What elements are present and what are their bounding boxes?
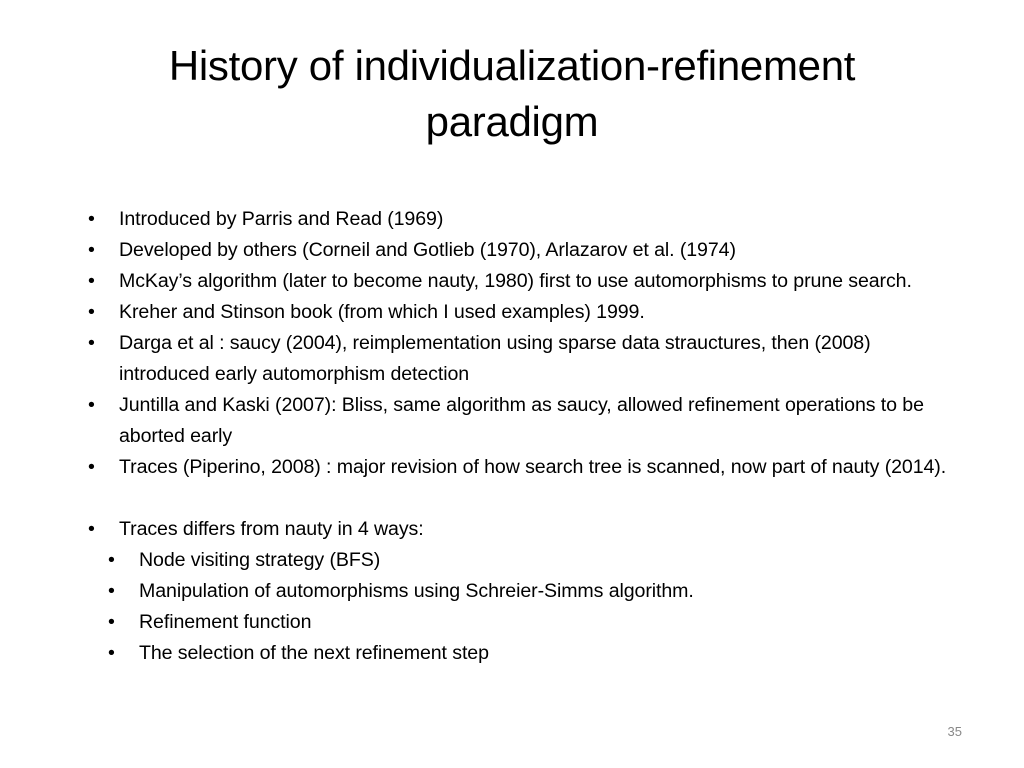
bullet-icon: • <box>88 456 95 478</box>
sub-list-item-text: Manipulation of automorphisms using Schreier-Simms algorithm. <box>139 580 694 602</box>
list-item-text: Kreher and Stinson book (from which I used examples) 1999. <box>119 301 645 323</box>
list-item <box>88 328 948 390</box>
slide-title-line-1: History of individualization-refinement <box>168 42 856 89</box>
bullet-icon: • <box>88 332 95 354</box>
bullet-list <box>88 204 948 483</box>
list-item-text: McKay’s algorithm (later to become nauty, 1980) first to use automorphisms to prune search. <box>119 270 912 292</box>
list-item <box>88 204 948 235</box>
bullet-icon: • <box>88 518 95 540</box>
slide-title-line-2: paradigm <box>425 98 599 145</box>
bullet-icon: • <box>108 580 115 602</box>
slide-title <box>60 38 964 150</box>
list-item-text: Juntilla and Kaski (2007): Bliss, same algorithm as saucy, allowed refinement operations to be aborted early <box>119 394 924 447</box>
sub-list-item <box>108 576 948 607</box>
bullet-icon: • <box>88 239 95 261</box>
slide-body <box>88 204 948 669</box>
bullet-icon: • <box>88 394 95 416</box>
bullet-icon: • <box>88 270 95 292</box>
bullet-icon: • <box>108 642 115 664</box>
traces-bullet-list <box>88 514 948 545</box>
list-item <box>88 390 948 452</box>
list-item <box>88 297 948 328</box>
bullet-icon: • <box>88 208 95 230</box>
sub-list-item-text: Refinement function <box>139 611 312 633</box>
sub-list-item <box>108 638 948 669</box>
sub-bullet-list <box>108 545 948 669</box>
list-item-text: Developed by others (Corneil and Gotlieb (1970), Arlazarov et al. (1974) <box>119 239 736 261</box>
list-item-text: Introduced by Parris and Read (1969) <box>119 208 444 230</box>
list-item-text: Traces (Piperino, 2008) : major revision of how search tree is scanned, now part of nauty (2014). <box>119 456 947 478</box>
sub-list-item-text: Node visiting strategy (BFS) <box>139 549 381 571</box>
slide-number: 35 <box>947 724 962 739</box>
sub-list-item <box>108 545 948 576</box>
list-item-text: Darga et al : saucy (2004), reimplementation using sparse data strauctures, then (2008) introduced early automorphism detection <box>119 332 871 385</box>
bullet-icon: • <box>108 611 115 633</box>
list-item <box>88 452 948 483</box>
list-item <box>88 514 948 545</box>
list-item <box>88 235 948 266</box>
list-spacer <box>88 483 948 514</box>
sub-list-item-text: The selection of the next refinement step <box>139 642 489 664</box>
list-item-text: Traces differs from nauty in 4 ways: <box>119 518 424 540</box>
bullet-icon: • <box>108 549 115 571</box>
list-item <box>88 266 948 297</box>
sub-list-item <box>108 607 948 638</box>
bullet-icon: • <box>88 301 95 323</box>
